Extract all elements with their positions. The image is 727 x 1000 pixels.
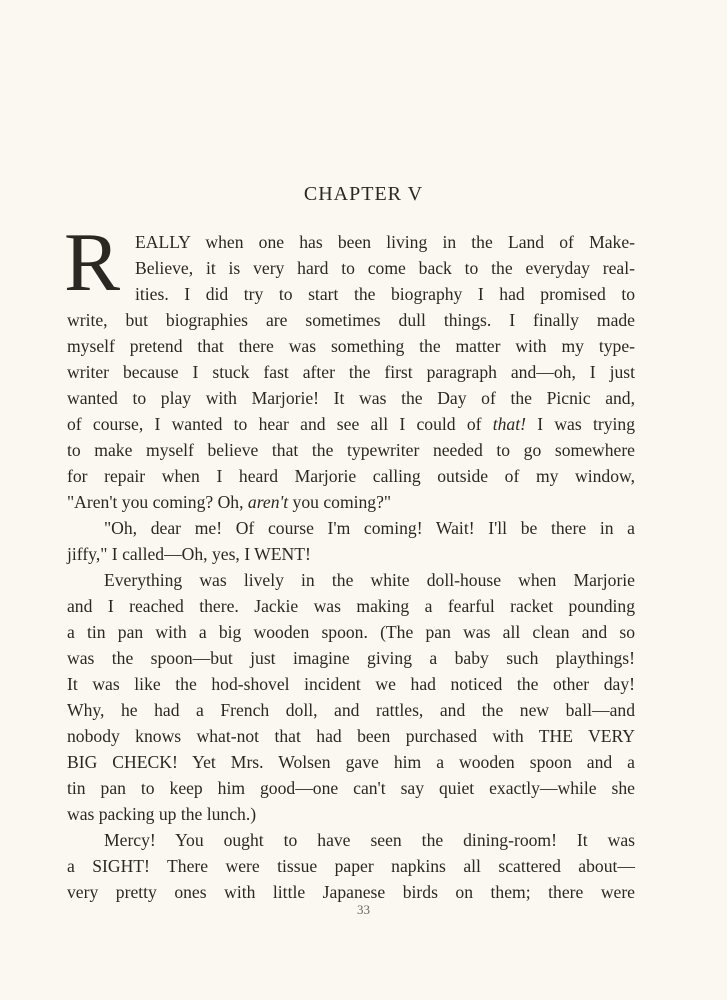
text-line: to make myself believe that the typewriter needed to go somewhere — [67, 440, 635, 460]
text-line: Mercy! You ought to have seen the dining-room! It was — [104, 830, 635, 850]
text-line: ities. I did try to start the biography I had promised to — [135, 284, 635, 304]
text-line: a tin pan with a big wooden spoon. (The pan was all clean and so — [67, 622, 635, 642]
text-line — [67, 411, 635, 437]
text-line: a SIGHT! There were tissue paper napkins all scattered about— — [67, 856, 635, 876]
text-line: EALLY when one has been living in the Land of Make- — [135, 232, 635, 252]
text-line: wanted to play with Marjorie! It was the Day of the Picnic and, — [67, 388, 635, 408]
text-line: "Oh, dear me! Of course I'm coming! Wait! I'll be there in a — [104, 518, 635, 538]
chapter-heading: CHAPTER V — [303, 183, 424, 205]
text-segment: of course, I wanted to hear and see all I could of — [67, 414, 493, 434]
text-line: myself pretend that there was something the matter with my type- — [67, 336, 635, 356]
text-line — [67, 489, 635, 515]
page-number: 33 — [357, 902, 370, 917]
text-line: for repair when I heard Marjorie calling outside of my window, — [67, 466, 635, 486]
text-line: Believe, it is very hard to come back to the everyday real- — [135, 258, 635, 278]
text-line: was packing up the lunch.) — [67, 804, 257, 824]
text-line: and I reached there. Jackie was making a fearful racket pounding — [67, 596, 635, 616]
text-line: tin pan to keep him good—one can't say quiet exactly—while she — [67, 778, 635, 798]
text-segment: you coming?" — [292, 492, 392, 512]
text-line: write, but biographies are sometimes dull things. I finally made — [67, 310, 635, 330]
text-line: BIG CHECK! Yet Mrs. Wolsen gave him a wooden spoon and a — [67, 752, 635, 772]
text-segment: "Aren't you coming? Oh, — [67, 492, 248, 512]
text-line: It was like the hod-shovel incident we had noticed the other day! — [67, 674, 635, 694]
text-line: nobody knows what-not that had been purchased with THE VERY — [67, 726, 635, 746]
text-line: was the spoon—but just imagine giving a baby such playthings! — [67, 648, 635, 668]
text-line: very pretty ones with little Japanese birds on them; there were — [67, 882, 635, 902]
emphasis: aren't — [247, 492, 289, 512]
text-segment: I was trying — [537, 414, 635, 434]
text-line: jiffy," I called—Oh, yes, I WENT! — [67, 544, 311, 564]
emphasis: that! — [492, 414, 526, 434]
text-line: writer because I stuck fast after the first paragraph and—oh, I just — [67, 362, 635, 382]
text-line: Everything was lively in the white doll-house when Marjorie — [104, 570, 635, 590]
drop-cap: R — [64, 216, 121, 309]
text-line: Why, he had a French doll, and rattles, and the new ball—and — [67, 700, 635, 720]
